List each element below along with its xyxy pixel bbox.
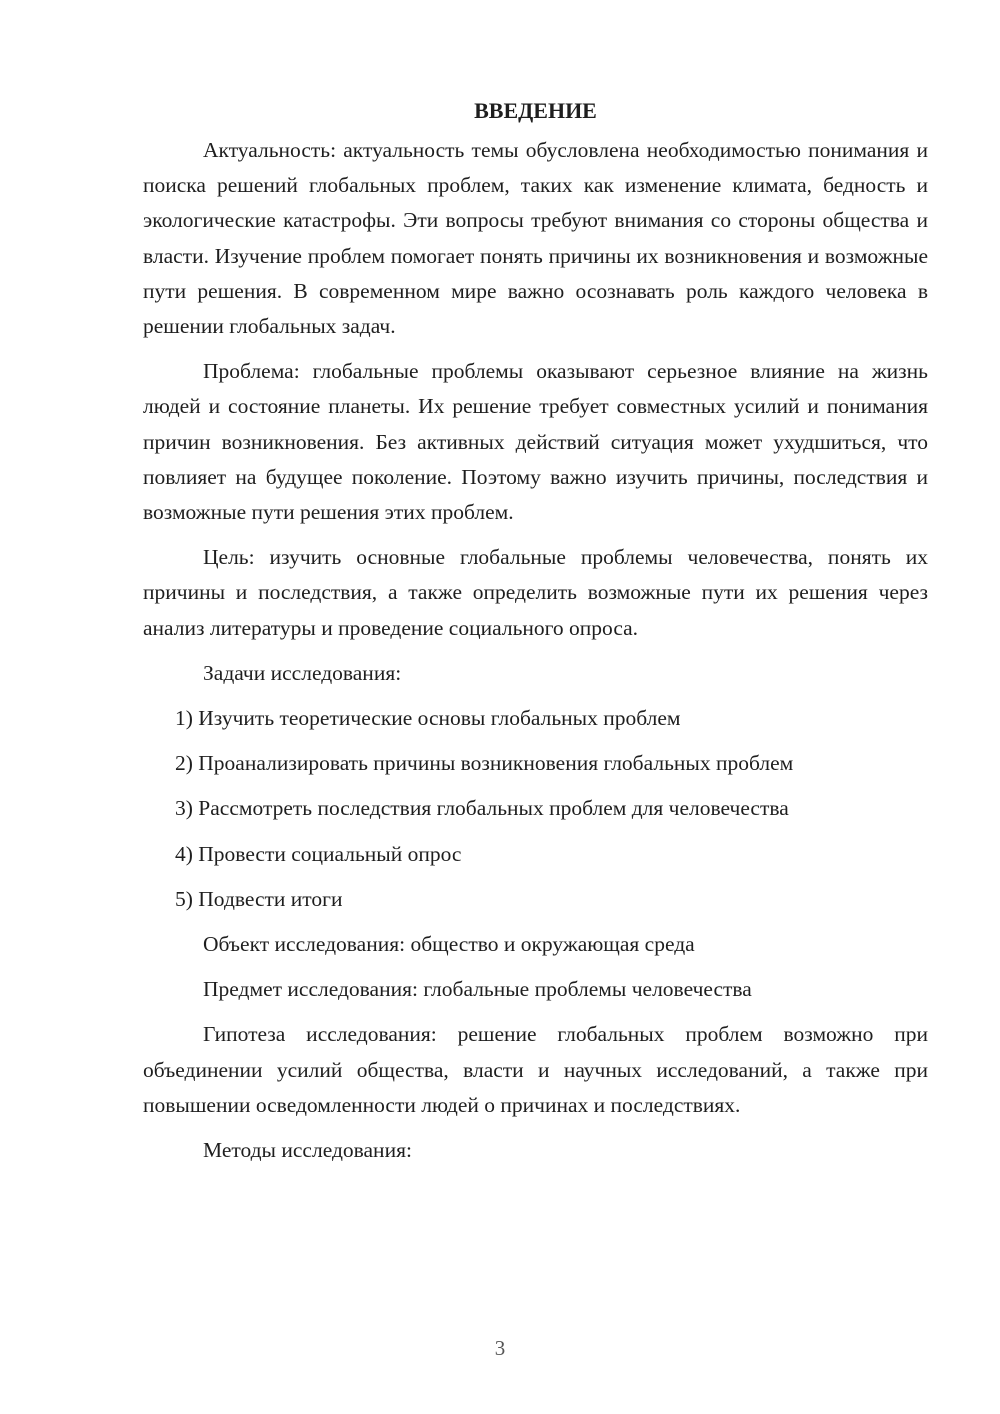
list-item: 2) Проанализировать причины возникновения глобальных проблем	[175, 751, 794, 776]
section-heading: ВВЕДЕНИЕ	[474, 98, 597, 123]
tasks-list	[143, 701, 928, 917]
research-subject: Предмет исследования: глобальные проблемы человечества	[203, 977, 752, 1002]
page-number: 3	[494, 1336, 506, 1360]
hypothesis-paragraph: Гипотеза исследования: решение глобальных проблем возможно при объединении усилий общества, власти и научных исследований, а также при повышении осведомленности людей о причинах и последствиях.	[143, 1022, 928, 1117]
problem-paragraph: Проблема: глобальные проблемы оказывают серьезное влияние на жизнь людей и состояние планеты. Их решение требует совместных усилий и понимания причин возникновения. Без активных действий ситуация может ухудшиться, что повлияет на будущее поколение. Поэтому важно изучить причины, последствия и возможные пути решения этих проблем.	[143, 359, 928, 525]
methods-title: Методы исследования:	[203, 1138, 412, 1163]
list-item: 1) Изучить теоретические основы глобальных проблем	[175, 706, 681, 731]
tasks-title: Задачи исследования:	[203, 660, 402, 685]
list-item: 4) Провести социальный опрос	[175, 841, 462, 866]
goal-paragraph: Цель: изучить основные глобальные проблемы человечества, понять их причины и последствия, а также определить возможные пути их решения через анализ литературы и проведение социального опроса.	[143, 545, 928, 640]
relevance-paragraph: Актуальность: актуальность темы обусловлена необходимостью понимания и поиска решений глобальных проблем, таких как изменение климата, бедность и экологические катастрофы. Эти вопросы требуют внимания со стороны общества и власти. Изучение проблем помогает понять причины их возникновения и возможные пути решения. В современном мире важно осознавать роль каждого человека в решении глобальных задач.	[143, 138, 928, 339]
list-item: 3) Рассмотреть последствия глобальных проблем для человечества	[175, 796, 789, 821]
document-page	[143, 95, 928, 1178]
list-item: 5) Подвести итоги	[175, 886, 343, 911]
research-object: Объект исследования: общество и окружающая среда	[203, 932, 695, 957]
